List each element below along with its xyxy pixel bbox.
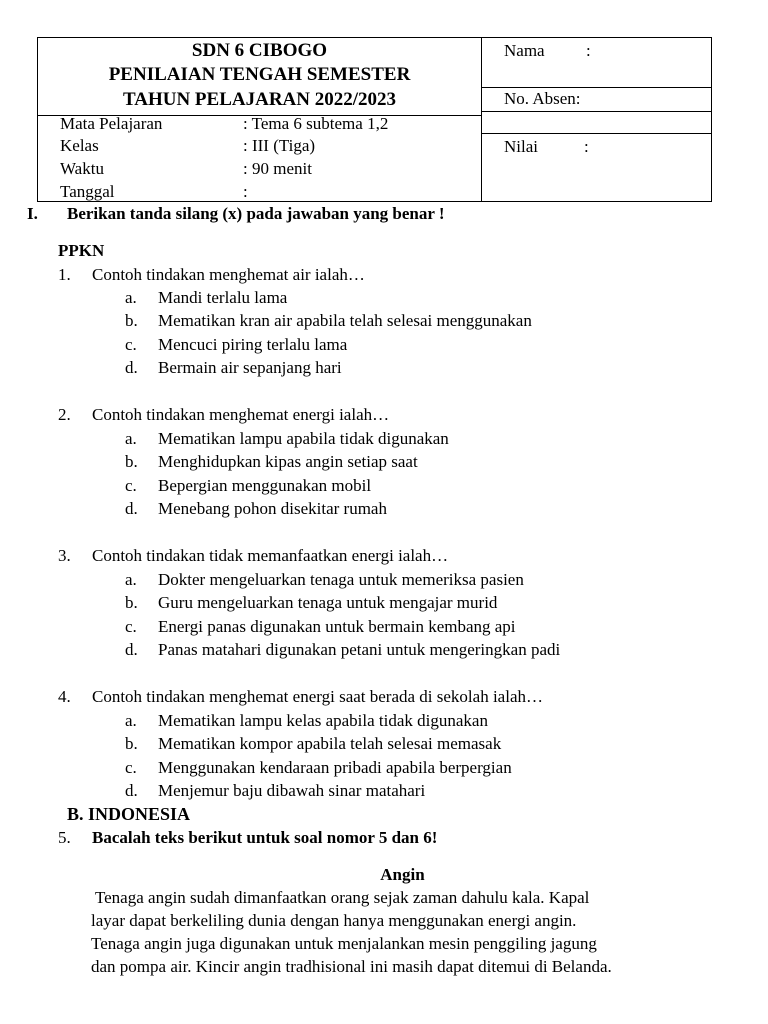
header-table (37, 37, 712, 202)
reading-line: layar dapat berkeliling dunia dengan hanya menggunakan energi angin. (91, 911, 577, 930)
option-letter: d. (125, 499, 138, 518)
question-number: 1. (58, 265, 71, 284)
exam-title: PENILAIAN TENGAH SEMESTER (108, 64, 411, 85)
info-value: : III (Tiga) (243, 136, 316, 155)
nilai-label: Nilai (504, 137, 538, 156)
instruction: Berikan tanda silang (x) pada jawaban yang benar ! (67, 204, 445, 223)
option-letter: b. (125, 311, 138, 330)
subject-indonesia: B. INDONESIA (67, 804, 191, 824)
option-text: Bermain air sepanjang hari (158, 358, 342, 377)
section-numeral: I. (27, 204, 38, 223)
header-divider-right-2 (481, 111, 711, 112)
option-text: Mencuci piring terlalu lama (158, 335, 348, 354)
option-text: Menggunakan kendaraan pribadi apabila berpergian (158, 758, 512, 777)
reading-title: Angin (380, 865, 425, 884)
option-text: Mandi terlalu lama (158, 288, 288, 307)
nama-colon: : (586, 41, 591, 60)
option-text: Mematikan lampu kelas apabila tidak digunakan (158, 711, 488, 730)
info-value: : Tema 6 subtema 1,2 (243, 114, 389, 133)
school-name: SDN 6 CIBOGO (191, 40, 328, 61)
header-divider-vertical (481, 38, 482, 201)
info-value: : (243, 182, 248, 201)
option-letter: b. (125, 734, 138, 753)
info-value: : 90 menit (243, 159, 312, 178)
reading-line: dan pompa air. Kincir angin tradhisional ini masih dapat ditemui di Belanda. (91, 957, 612, 976)
option-letter: d. (125, 358, 138, 377)
academic-year: TAHUN PELAJARAN 2022/2023 (122, 89, 397, 110)
option-text: Menghidupkan kipas angin setiap saat (158, 452, 418, 471)
option-text: Menebang pohon disekitar rumah (158, 499, 387, 518)
reading-line: Tenaga angin juga digunakan untuk menjalankan mesin penggiling jagung (91, 934, 597, 953)
info-key: Tanggal (60, 182, 115, 201)
nilai-colon: : (584, 137, 589, 156)
option-text: Dokter mengeluarkan tenaga untuk memeriksa pasien (158, 570, 524, 589)
option-letter: a. (125, 570, 137, 589)
info-key: Mata Pelajaran (60, 114, 163, 133)
info-key: Kelas (60, 136, 99, 155)
option-text: Energi panas digunakan untuk bermain kembang api (158, 617, 516, 636)
nama-label: Nama (504, 41, 545, 60)
option-letter: b. (125, 452, 138, 471)
reading-line: Tenaga angin sudah dimanfaatkan orang sejak zaman dahulu kala. Kapal (91, 888, 590, 907)
question-number: 2. (58, 405, 71, 424)
question-text: Contoh tindakan menghemat energi saat berada di sekolah ialah… (92, 687, 543, 706)
option-letter: c. (125, 617, 137, 636)
header-divider-right-3 (481, 133, 711, 134)
option-text: Mematikan kran air apabila telah selesai menggunakan (158, 311, 532, 330)
option-letter: b. (125, 593, 138, 612)
subject-ppkn: PPKN (58, 241, 105, 260)
info-key: Waktu (60, 159, 104, 178)
option-text: Bepergian menggunakan mobil (158, 476, 372, 495)
question-text: Contoh tindakan tidak memanfaatkan energi ialah… (92, 546, 449, 565)
option-letter: d. (125, 640, 138, 659)
option-letter: a. (125, 288, 137, 307)
question-number: 3. (58, 546, 71, 565)
option-letter: a. (125, 711, 137, 730)
option-letter: d. (125, 781, 138, 800)
option-text: Menjemur baju dibawah sinar matahari (158, 781, 426, 800)
absen-label: No. Absen: (504, 89, 581, 108)
option-letter: c. (125, 335, 137, 354)
question-number: 4. (58, 687, 71, 706)
option-letter: c. (125, 758, 137, 777)
question-text: Bacalah teks berikut untuk soal nomor 5 dan 6! (92, 828, 438, 847)
option-text: Guru mengeluarkan tenaga untuk mengajar murid (158, 593, 498, 612)
option-text: Mematikan kompor apabila telah selesai memasak (158, 734, 502, 753)
question-text: Contoh tindakan menghemat energi ialah… (92, 405, 390, 424)
question-text: Contoh tindakan menghemat air ialah… (92, 265, 365, 284)
option-letter: c. (125, 476, 137, 495)
option-letter: a. (125, 429, 137, 448)
option-text: Mematikan lampu apabila tidak digunakan (158, 429, 449, 448)
option-text: Panas matahari digunakan petani untuk mengeringkan padi (158, 640, 561, 659)
question-number: 5. (58, 828, 71, 847)
